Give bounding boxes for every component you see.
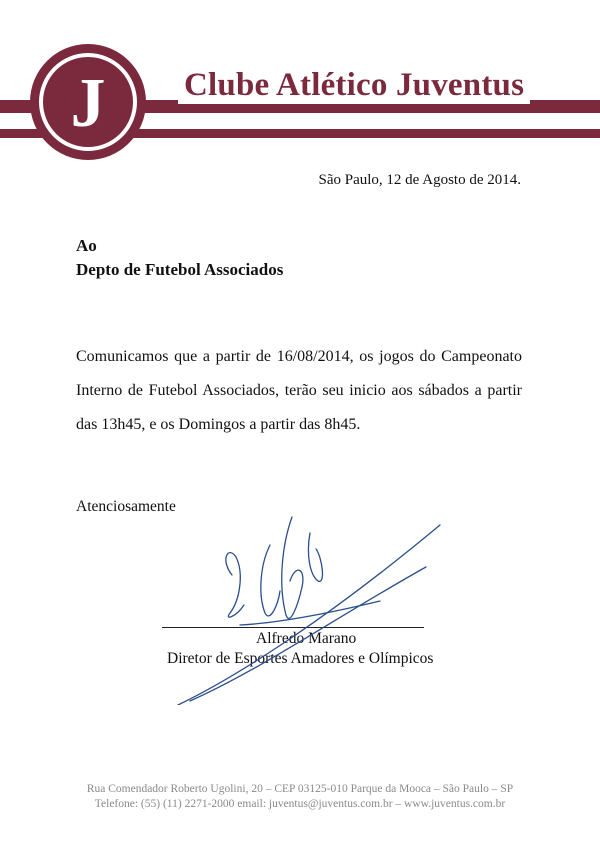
body-line-3: das 13h45, e os Domingos a partir das 8h45. [76,416,361,433]
club-crest-logo [28,42,148,162]
footer-address: Rua Comendador Roberto Ugolini, 20 – CEP 03125-010 Parque da Mooca – São Paulo – SP [86,783,514,795]
handwritten-signature [170,505,460,705]
recipient-line-2: Depto de Futebol Associados [76,260,284,279]
recipient-block [76,234,283,282]
body-line-2: Interno de Futebol Associados, terão seu inicio aos sábados a partir [76,382,522,399]
letter-body [76,340,522,442]
body-line-1: Comunicamos que a partir de 16/08/2014, os jogos do Campeonato [76,348,522,365]
recipient-line-1: Ao [76,236,97,255]
footer-contact: Telefone: (55) (11) 2271-2000 email: juventus@juventus.com.br – www.juventus.com.br [94,798,506,810]
signer-name: Alfredo Marano [256,630,357,647]
closing-salutation: Atenciosamente [76,498,176,515]
signer-title: Diretor de Esportes Amadores e Olímpicos [167,650,434,667]
letter-date: São Paulo, 12 de Agosto de 2014. [318,172,521,188]
club-name-heading: Clube Atlético Juventus [178,66,530,104]
crest-letter: J [70,65,106,142]
